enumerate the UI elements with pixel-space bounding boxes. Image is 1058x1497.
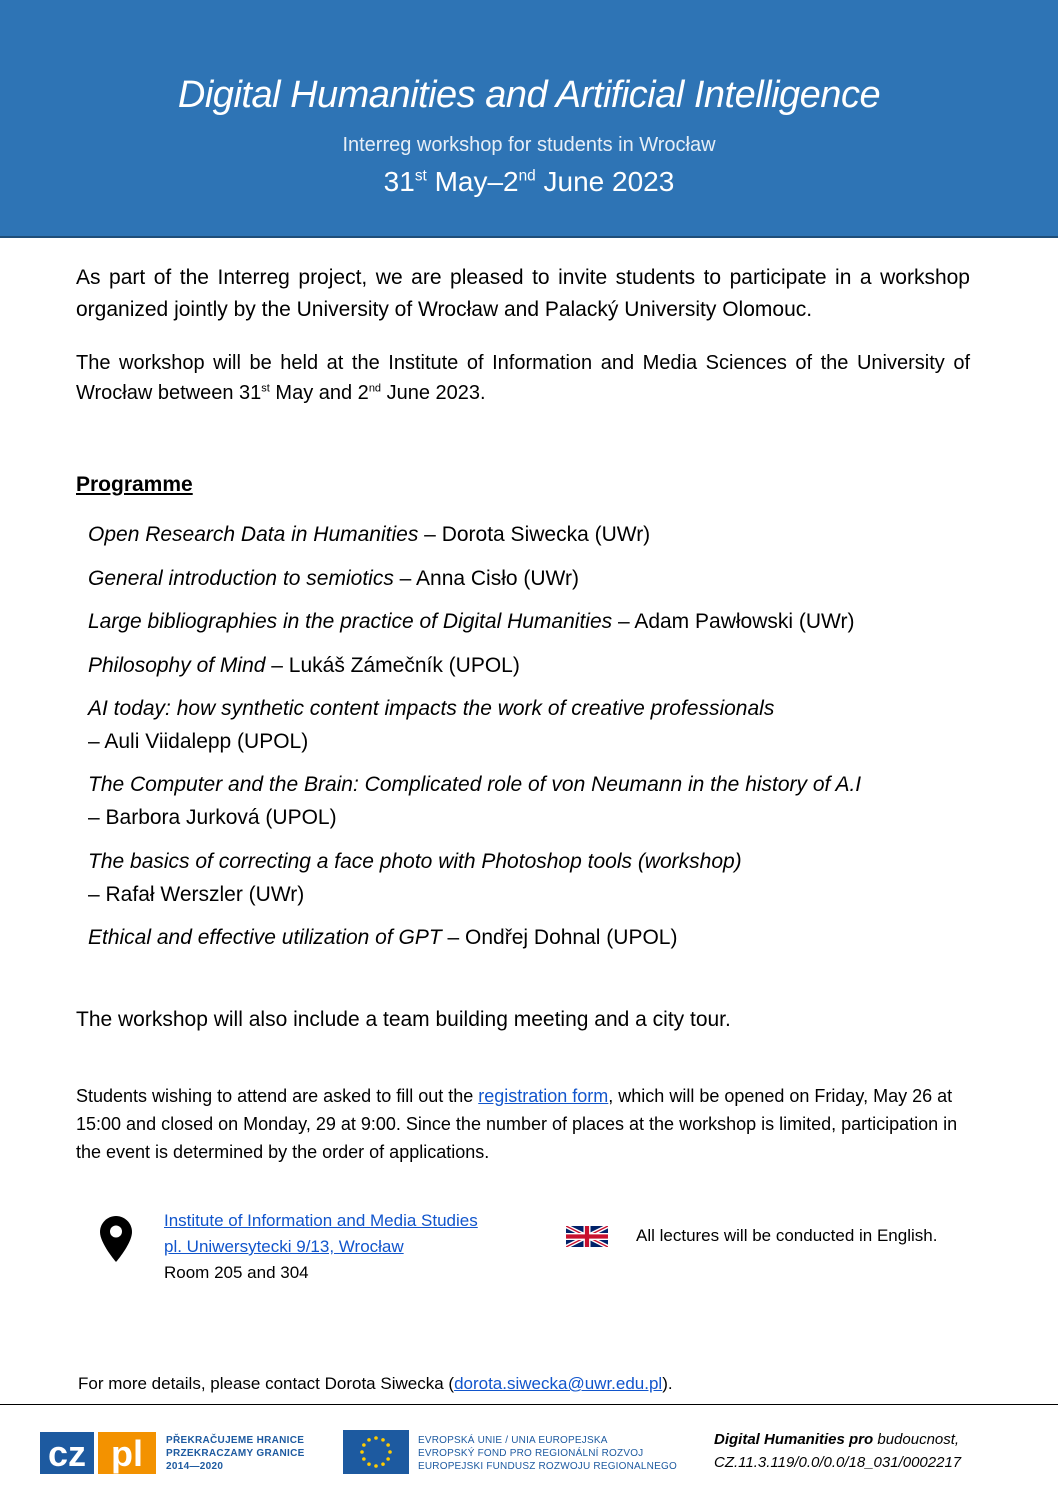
project-info: [714, 1428, 961, 1474]
page-title: Digital Humanities and Artificial Intelligence: [177, 74, 881, 116]
eu-star: [381, 1438, 385, 1442]
eu-star: [362, 1443, 366, 1447]
intro-paragraph-2: [76, 348, 970, 408]
date-end: June 2023: [535, 166, 675, 197]
registration-form-link[interactable]: registration form: [478, 1086, 609, 1106]
page-subtitle: Interreg workshop for students in Wrocław: [342, 134, 716, 156]
czpl-line: 2014—2020: [166, 1461, 224, 1472]
eu-line: EUROPEJSKI FUNDUSZ ROZWOJU REGIONALNEGO: [418, 1461, 677, 1472]
project-name-rest: budoucnost,: [873, 1431, 960, 1448]
talk-speaker: – Lukáš Zámečník (UPOL): [265, 654, 520, 677]
eu-caption: [418, 1434, 677, 1473]
p2-text-a: The workshop will be held at the Institute of Information and Media Sciences of the University of Wrocław between 31: [76, 352, 970, 404]
location-address: [164, 1208, 478, 1286]
contact-before: For more details, please contact Dorota Siwecka (: [78, 1374, 455, 1393]
czpl-line: PŘEKRAČUJEME HRANICE: [166, 1435, 305, 1446]
talk-title: The Computer and the Brain: Complicated role of von Neumann in the history of A.I: [88, 773, 862, 796]
eu-star: [386, 1457, 390, 1461]
programme-item: [88, 768, 861, 834]
reg-text-after: , which will be opened on Friday, May 26 at 15:00 and closed on Monday, 29 at 9:00. Since the number of places at the workshop is limited, participation in the event is determined by the order of applications.: [76, 1086, 958, 1162]
czpl-line: PRZEKRACZAMY GRANICE: [166, 1448, 305, 1459]
contact-email-link[interactable]: dorota.siwecka@uwr.edu.pl: [454, 1374, 663, 1393]
talk-title: Open Research Data in Humanities: [88, 523, 419, 546]
czpl-logo-text-cz: cz: [47, 1433, 87, 1474]
date-start-day: 31: [383, 166, 415, 197]
talk-speaker: – Anna Cisło (UWr): [393, 567, 579, 590]
talk-speaker: – Ondřej Dohnal (UPOL): [441, 926, 678, 949]
talk-speaker: – Barbora Jurková (UPOL): [88, 806, 337, 829]
extra-info: The workshop will also include a team building meeting and a city tour.: [76, 1008, 731, 1031]
talk-title: Large bibliographies in the practice of Digital Humanities: [88, 610, 613, 633]
contact-line: [78, 1374, 673, 1394]
address-link[interactable]: pl. Uniwersytecki 9/13, Wrocław: [164, 1237, 404, 1256]
czpl-logo-text-pl: pl: [111, 1433, 143, 1474]
registration-paragraph: [76, 1082, 961, 1166]
date-mid: May–2: [426, 166, 519, 197]
programme-item: [88, 921, 677, 954]
eu-line: EVROPSKÁ UNIE / UNIA EUROPEJSKA: [418, 1435, 608, 1446]
institute-link[interactable]: Institute of Information and Media Studies: [164, 1211, 478, 1230]
intro-paragraph-1: As part of the Interreg project, we are pleased to invite students to participate in a workshop organized jointly by the University of Wrocław and Palacký University Olomouc.: [76, 266, 970, 321]
programme-item: [88, 562, 579, 595]
project-name-bold: Digital Humanities pro: [714, 1431, 874, 1448]
eu-star: [386, 1443, 390, 1447]
programme-item: [88, 605, 854, 638]
footer-divider: [0, 1404, 1058, 1405]
date-end-sup: nd: [518, 167, 536, 185]
project-name: [714, 1428, 961, 1451]
eu-star: [374, 1464, 378, 1468]
location-pin-icon: [100, 1216, 132, 1262]
programme-item: [88, 649, 520, 682]
contact-after: ).: [662, 1374, 673, 1393]
reg-text-before: Students wishing to attend are asked to fill out the: [76, 1086, 479, 1106]
room-info: Room 205 and 304: [164, 1263, 309, 1282]
project-code: CZ.11.3.119/0.0/0.0/18_031/0002217: [714, 1454, 962, 1471]
programme-heading: Programme: [76, 473, 193, 496]
date-start-sup: st: [414, 167, 427, 185]
talk-speaker: – Adam Pawłowski (UWr): [612, 610, 855, 633]
talk-speaker: – Rafał Werszler (UWr): [88, 883, 305, 906]
talk-speaker: – Auli Viidalepp (UPOL): [88, 730, 309, 753]
eu-star: [367, 1462, 371, 1466]
header-banner: [0, 0, 1058, 238]
talk-title: Ethical and effective utilization of GPT: [88, 926, 442, 949]
eu-star: [388, 1450, 392, 1454]
talk-title: General introduction to semiotics: [88, 567, 394, 590]
czpl-logo: [40, 1430, 156, 1476]
talk-title: Philosophy of Mind: [88, 654, 266, 677]
programme-item: [88, 692, 774, 758]
eu-star: [367, 1438, 371, 1442]
eu-star: [362, 1457, 366, 1461]
czpl-caption: [166, 1434, 305, 1473]
eu-flag-icon: [343, 1430, 409, 1474]
talk-speaker: – Dorota Siwecka (UWr): [418, 523, 651, 546]
talk-title: AI today: how synthetic content impacts the work of creative professionals: [88, 697, 775, 720]
programme-item: [88, 518, 650, 551]
programme-item: [88, 845, 742, 911]
p2-text-c: June 2023.: [381, 382, 486, 404]
language-note: All lectures will be conducted in English.: [636, 1226, 938, 1245]
talk-title: The basics of correcting a face photo with Photoshop tools (workshop): [88, 850, 742, 873]
event-dates: [0, 166, 1058, 198]
eu-star: [381, 1462, 385, 1466]
eu-star: [374, 1436, 378, 1440]
p2-sup-1: st: [261, 382, 270, 395]
p2-text-b: May and 2: [269, 382, 369, 404]
eu-star: [360, 1450, 364, 1454]
uk-flag-icon: [566, 1226, 608, 1247]
p2-sup-2: nd: [368, 382, 382, 395]
eu-line: EVROPSKÝ FOND PRO REGIONÁLNÍ ROZVOJ: [418, 1448, 644, 1459]
